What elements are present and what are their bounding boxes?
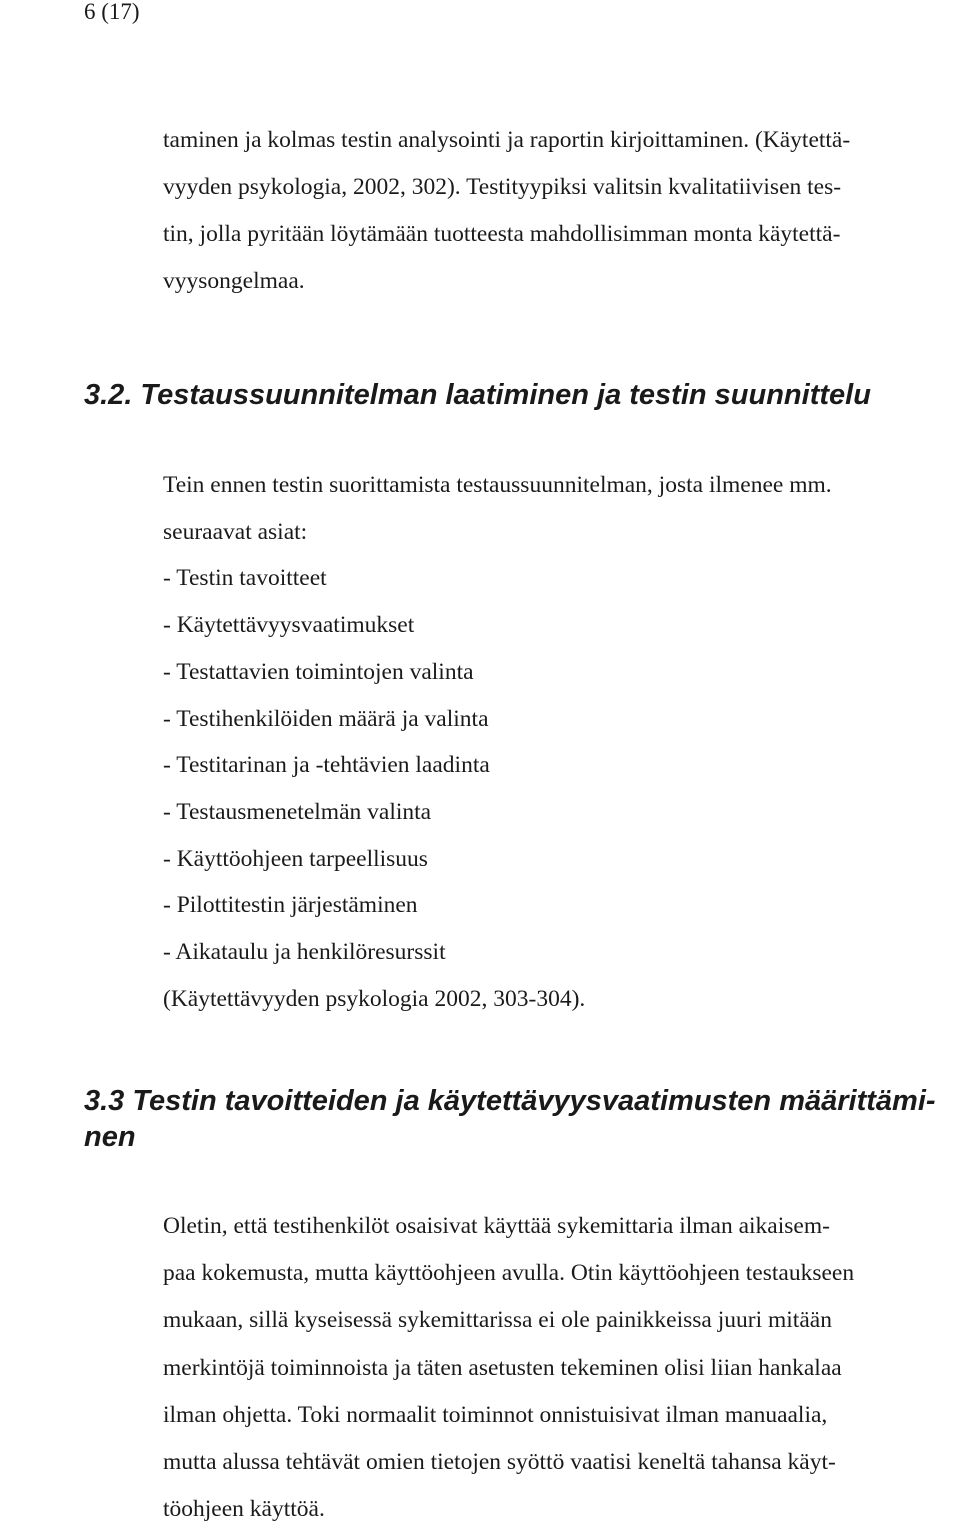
list-item: - Testitarinan ja -tehtävien laadinta [163, 752, 490, 779]
heading-line: 3.3 Testin tavoitteiden ja käytettävyysvaatimusten määrittämi- [84, 1085, 936, 1117]
section-heading-3-2: 3.2. Testaussuunnitelman laatiminen ja testin suunnittelu [84, 379, 871, 411]
paragraph-line: taminen ja kolmas testin analysointi ja raportin kirjoittaminen. (Käytettä- [163, 127, 851, 153]
list-item: - Testin tavoitteet [163, 565, 327, 592]
list-item: - Käyttöohjeen tarpeellisuus [163, 845, 428, 872]
page-number: 6 (17) [84, 0, 140, 24]
paragraph-line: Tein ennen testin suorittamista testaussuunnitelman, josta ilmenee mm. [163, 472, 832, 498]
paragraph-line: paa kokemusta, mutta käyttöohjeen avulla. Otin käyttöohjeen testaukseen [163, 1260, 855, 1287]
paragraph-line: ilman ohjetta. Toki normaalit toiminnot onnistuisivat ilman manuaalia, [163, 1401, 828, 1428]
paragraph-line: mutta alussa tehtävät omien tietojen syöttö vaatisi keneltä tahansa käyt- [163, 1449, 836, 1476]
section-heading-3-3 [84, 1084, 944, 1155]
paragraph-line: Oletin, että testihenkilöt osaisivat käyttää sykemittaria ilman aikaisem- [163, 1213, 830, 1239]
paragraph-line: vyysongelmaa. [163, 268, 305, 294]
list-item: - Testattavien toimintojen valinta [163, 658, 474, 685]
paragraph-line: vyyden psykologia, 2002, 302). Testityypiksi valitsin kvalitatiivisen tes- [163, 174, 842, 200]
paragraph-line: mukaan, sillä kyseisessä sykemittarissa ei ole painikkeissa juuri mitään [163, 1307, 832, 1334]
paragraph-line: seuraavat asiat: [163, 518, 308, 545]
heading-line: nen [84, 1120, 136, 1153]
plan-items-list [163, 555, 953, 975]
section-3-2-body [163, 462, 953, 1022]
list-item: - Käytettävyysvaatimukset [163, 612, 415, 639]
paragraph-line: merkintöjä toiminnoista ja täten asetusten tekeminen olisi liian hankalaa [163, 1354, 842, 1381]
list-item: - Pilottitestin järjestäminen [163, 892, 418, 919]
list-item: - Aikataulu ja henkilöresurssit [163, 939, 446, 966]
paragraph-line: tin, jolla pyritään löytämään tuotteesta mahdollisimman monta käytettä- [163, 221, 841, 247]
list-item: - Testihenkilöiden määrä ja valinta [163, 705, 489, 732]
citation: (Käytettävyyden psykologia 2002, 303-304). [163, 985, 586, 1012]
list-item: - Testausmenetelmän valinta [163, 798, 432, 825]
intro-paragraph [163, 117, 953, 305]
paragraph-line: töohjeen käyttöä. [163, 1496, 325, 1523]
section-3-3-body [163, 1203, 958, 1533]
